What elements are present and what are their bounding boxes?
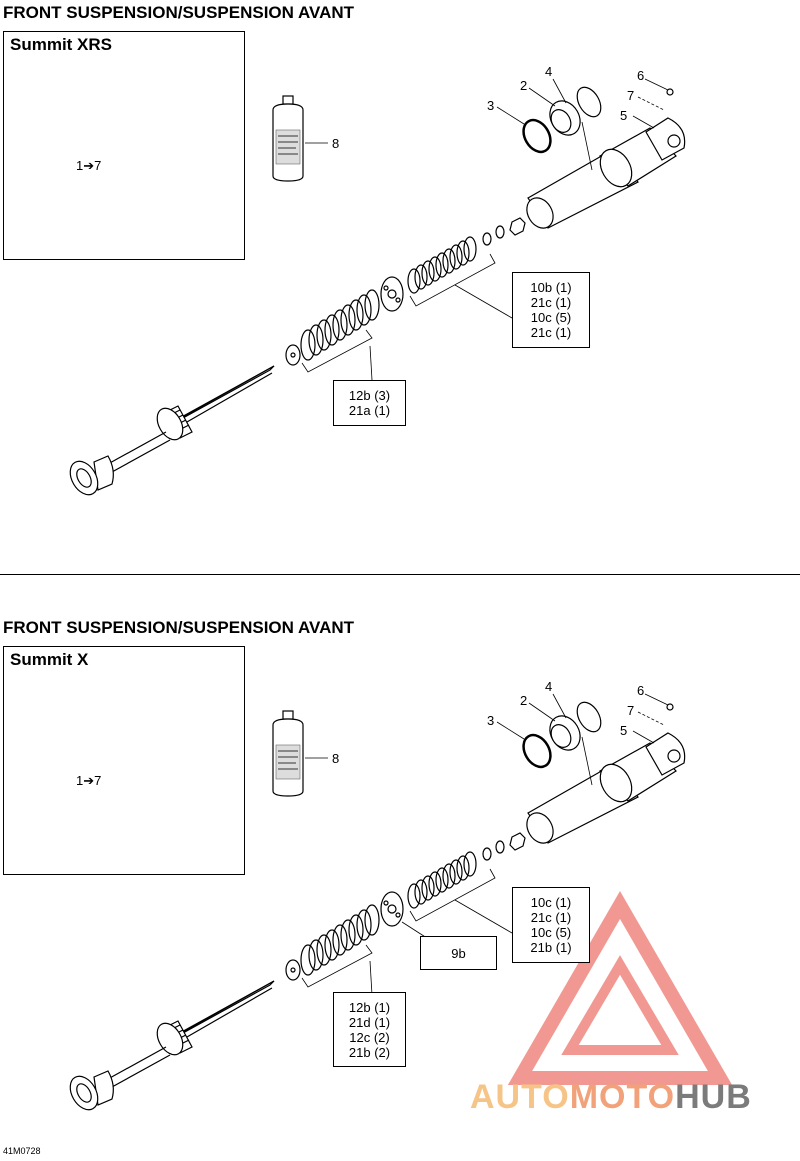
diagram-code: 41M0728 bbox=[3, 1146, 41, 1156]
callout-line: 21d (1) bbox=[348, 1014, 391, 1030]
callout-line: 21b (2) bbox=[348, 1044, 391, 1060]
callout-line: 21b (1) bbox=[530, 940, 572, 955]
callout-line: 21c (1) bbox=[530, 295, 572, 310]
part-label-7: 7 bbox=[627, 88, 635, 103]
section-title: FRONT SUSPENSION/SUSPENSION AVANT bbox=[3, 3, 355, 22]
callout-line: 9b bbox=[451, 945, 466, 961]
callout-line: 12c (2) bbox=[349, 1029, 390, 1045]
part-label-6: 6 bbox=[637, 683, 645, 698]
part-label-5: 5 bbox=[620, 723, 628, 738]
section-divider bbox=[0, 574, 800, 575]
part-label-4: 4 bbox=[545, 64, 553, 79]
part-label-3: 3 bbox=[487, 713, 495, 728]
part-label-6: 6 bbox=[637, 68, 645, 83]
model-inset-box bbox=[3, 646, 245, 875]
callout-box-middle bbox=[420, 936, 497, 970]
part-label-2: 2 bbox=[520, 78, 528, 93]
model-inset-box bbox=[3, 31, 245, 260]
model-name: Summit X bbox=[10, 650, 89, 669]
callout-box-upper bbox=[512, 887, 590, 963]
watermark-part: MOTO bbox=[569, 1078, 676, 1116]
callout-box-lower bbox=[333, 992, 406, 1067]
watermark-part: HUB bbox=[675, 1078, 752, 1116]
callout-line: 10c (5) bbox=[530, 925, 572, 940]
part-label-3: 3 bbox=[487, 98, 495, 113]
part-label-4: 4 bbox=[545, 679, 553, 694]
callout-line: 21a (1) bbox=[348, 403, 391, 418]
part-label-7: 7 bbox=[627, 703, 635, 718]
part-label-2: 2 bbox=[520, 693, 528, 708]
callout-box-lower bbox=[333, 380, 406, 426]
callout-line: 10c (1) bbox=[530, 895, 572, 910]
inset-part-label: 1➔7 bbox=[76, 773, 102, 788]
callout-box-upper bbox=[512, 272, 590, 348]
callout-line: 21c (1) bbox=[530, 910, 572, 925]
section-title: FRONT SUSPENSION/SUSPENSION AVANT bbox=[3, 618, 355, 637]
callout-line: 21c (1) bbox=[530, 325, 572, 340]
model-name: Summit XRS bbox=[10, 35, 113, 54]
callout-line: 12b (1) bbox=[348, 999, 391, 1015]
inset-part-label: 1➔7 bbox=[76, 158, 102, 173]
part-label-8: 8 bbox=[332, 751, 340, 766]
callout-line: 10c (5) bbox=[530, 310, 572, 325]
part-label-8: 8 bbox=[332, 136, 340, 151]
callout-line: 10b (1) bbox=[530, 280, 572, 295]
watermark-part: AUTO bbox=[470, 1078, 570, 1116]
callout-line: 12b (3) bbox=[348, 388, 391, 403]
watermark-text bbox=[470, 1078, 752, 1117]
part-label-5: 5 bbox=[620, 108, 628, 123]
